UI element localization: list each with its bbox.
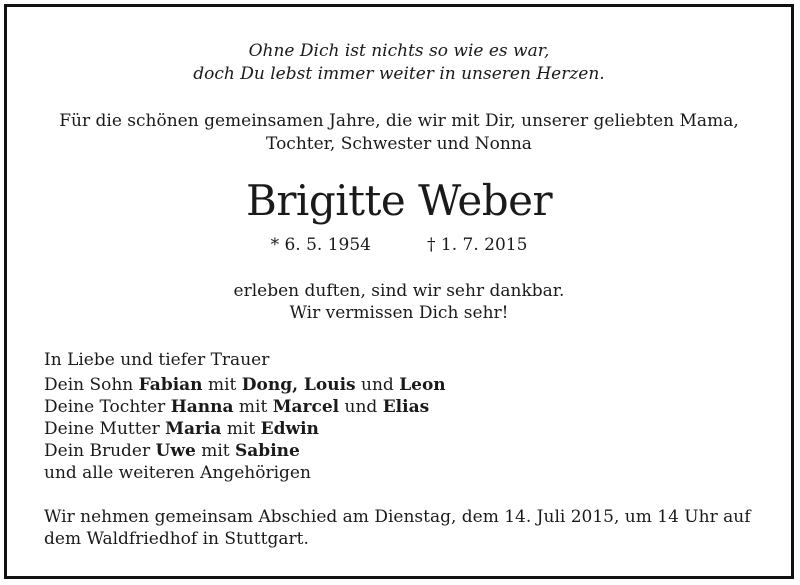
family-relation-text: und: [355, 375, 400, 395]
notice-line-1: Wir nehmen gemeinsam Abschied am Dienstag, dem 14. Juli 2015, um 14 Uhr auf: [44, 507, 751, 527]
family-list: [44, 374, 446, 484]
death-date: † 1. 7. 2015: [427, 235, 528, 255]
family-member-name: Hanna: [170, 397, 234, 417]
family-relation-text: und alle weiteren Angehörigen: [44, 463, 311, 483]
family-relation-text: Dein Sohn: [44, 375, 139, 395]
family-member-name: Uwe: [155, 441, 196, 461]
family-member-name: Edwin: [260, 419, 319, 439]
family-member-name: Sabine: [235, 441, 300, 461]
intro-text: [7, 110, 791, 156]
family-relation-text: Deine Mutter: [44, 419, 166, 439]
deceased-name: Brigitte Weber: [245, 176, 553, 225]
family-relation-text: mit: [195, 441, 236, 461]
birth-date: * 6. 5. 1954: [270, 235, 371, 255]
family-line: [44, 418, 446, 440]
mourning-phrase: In Liebe und tiefer Trauer: [44, 350, 270, 370]
family-member-name: Marcel: [272, 397, 340, 417]
family-member-name: Maria: [165, 419, 222, 439]
family-relation-text: Dein Bruder: [44, 441, 156, 461]
family-relation-text: mit: [221, 419, 261, 439]
family-line: [44, 462, 446, 484]
family-relation-text: mit: [202, 375, 242, 395]
thanks-line-1: erleben duften, sind wir sehr dankbar.: [233, 281, 565, 301]
thanks-line-2: Wir vermissen Dich sehr!: [289, 303, 509, 323]
intro-line-1: Für die schönen gemeinsamen Jahre, die wir mit Dir, unserer geliebten Mama,: [59, 111, 739, 131]
family-relation-text: und: [339, 397, 383, 417]
family-member-name: Dong, Louis: [241, 375, 356, 395]
obituary-notice: [4, 4, 794, 579]
life-dates: [7, 235, 791, 255]
intro-line-2: Tochter, Schwester und Nonna: [266, 134, 532, 154]
family-relation-text: Deine Tochter: [44, 397, 171, 417]
thanks-text: [7, 280, 791, 324]
family-line: [44, 396, 446, 418]
family-member-name: Fabian: [138, 375, 203, 395]
motto-line-2: doch Du lebst immer weiter in unseren Herzen.: [193, 64, 605, 84]
motto-verse: [7, 40, 791, 86]
funeral-notice: [44, 506, 764, 550]
family-line: [44, 374, 446, 396]
family-relation-text: mit: [233, 397, 273, 417]
family-member-name: Leon: [399, 375, 446, 395]
notice-line-2: dem Waldfriedhof in Stuttgart.: [44, 529, 309, 549]
family-member-name: Elias: [382, 397, 430, 417]
family-line: [44, 440, 446, 462]
motto-line-1: Ohne Dich ist nichts so wie es war,: [248, 41, 550, 61]
